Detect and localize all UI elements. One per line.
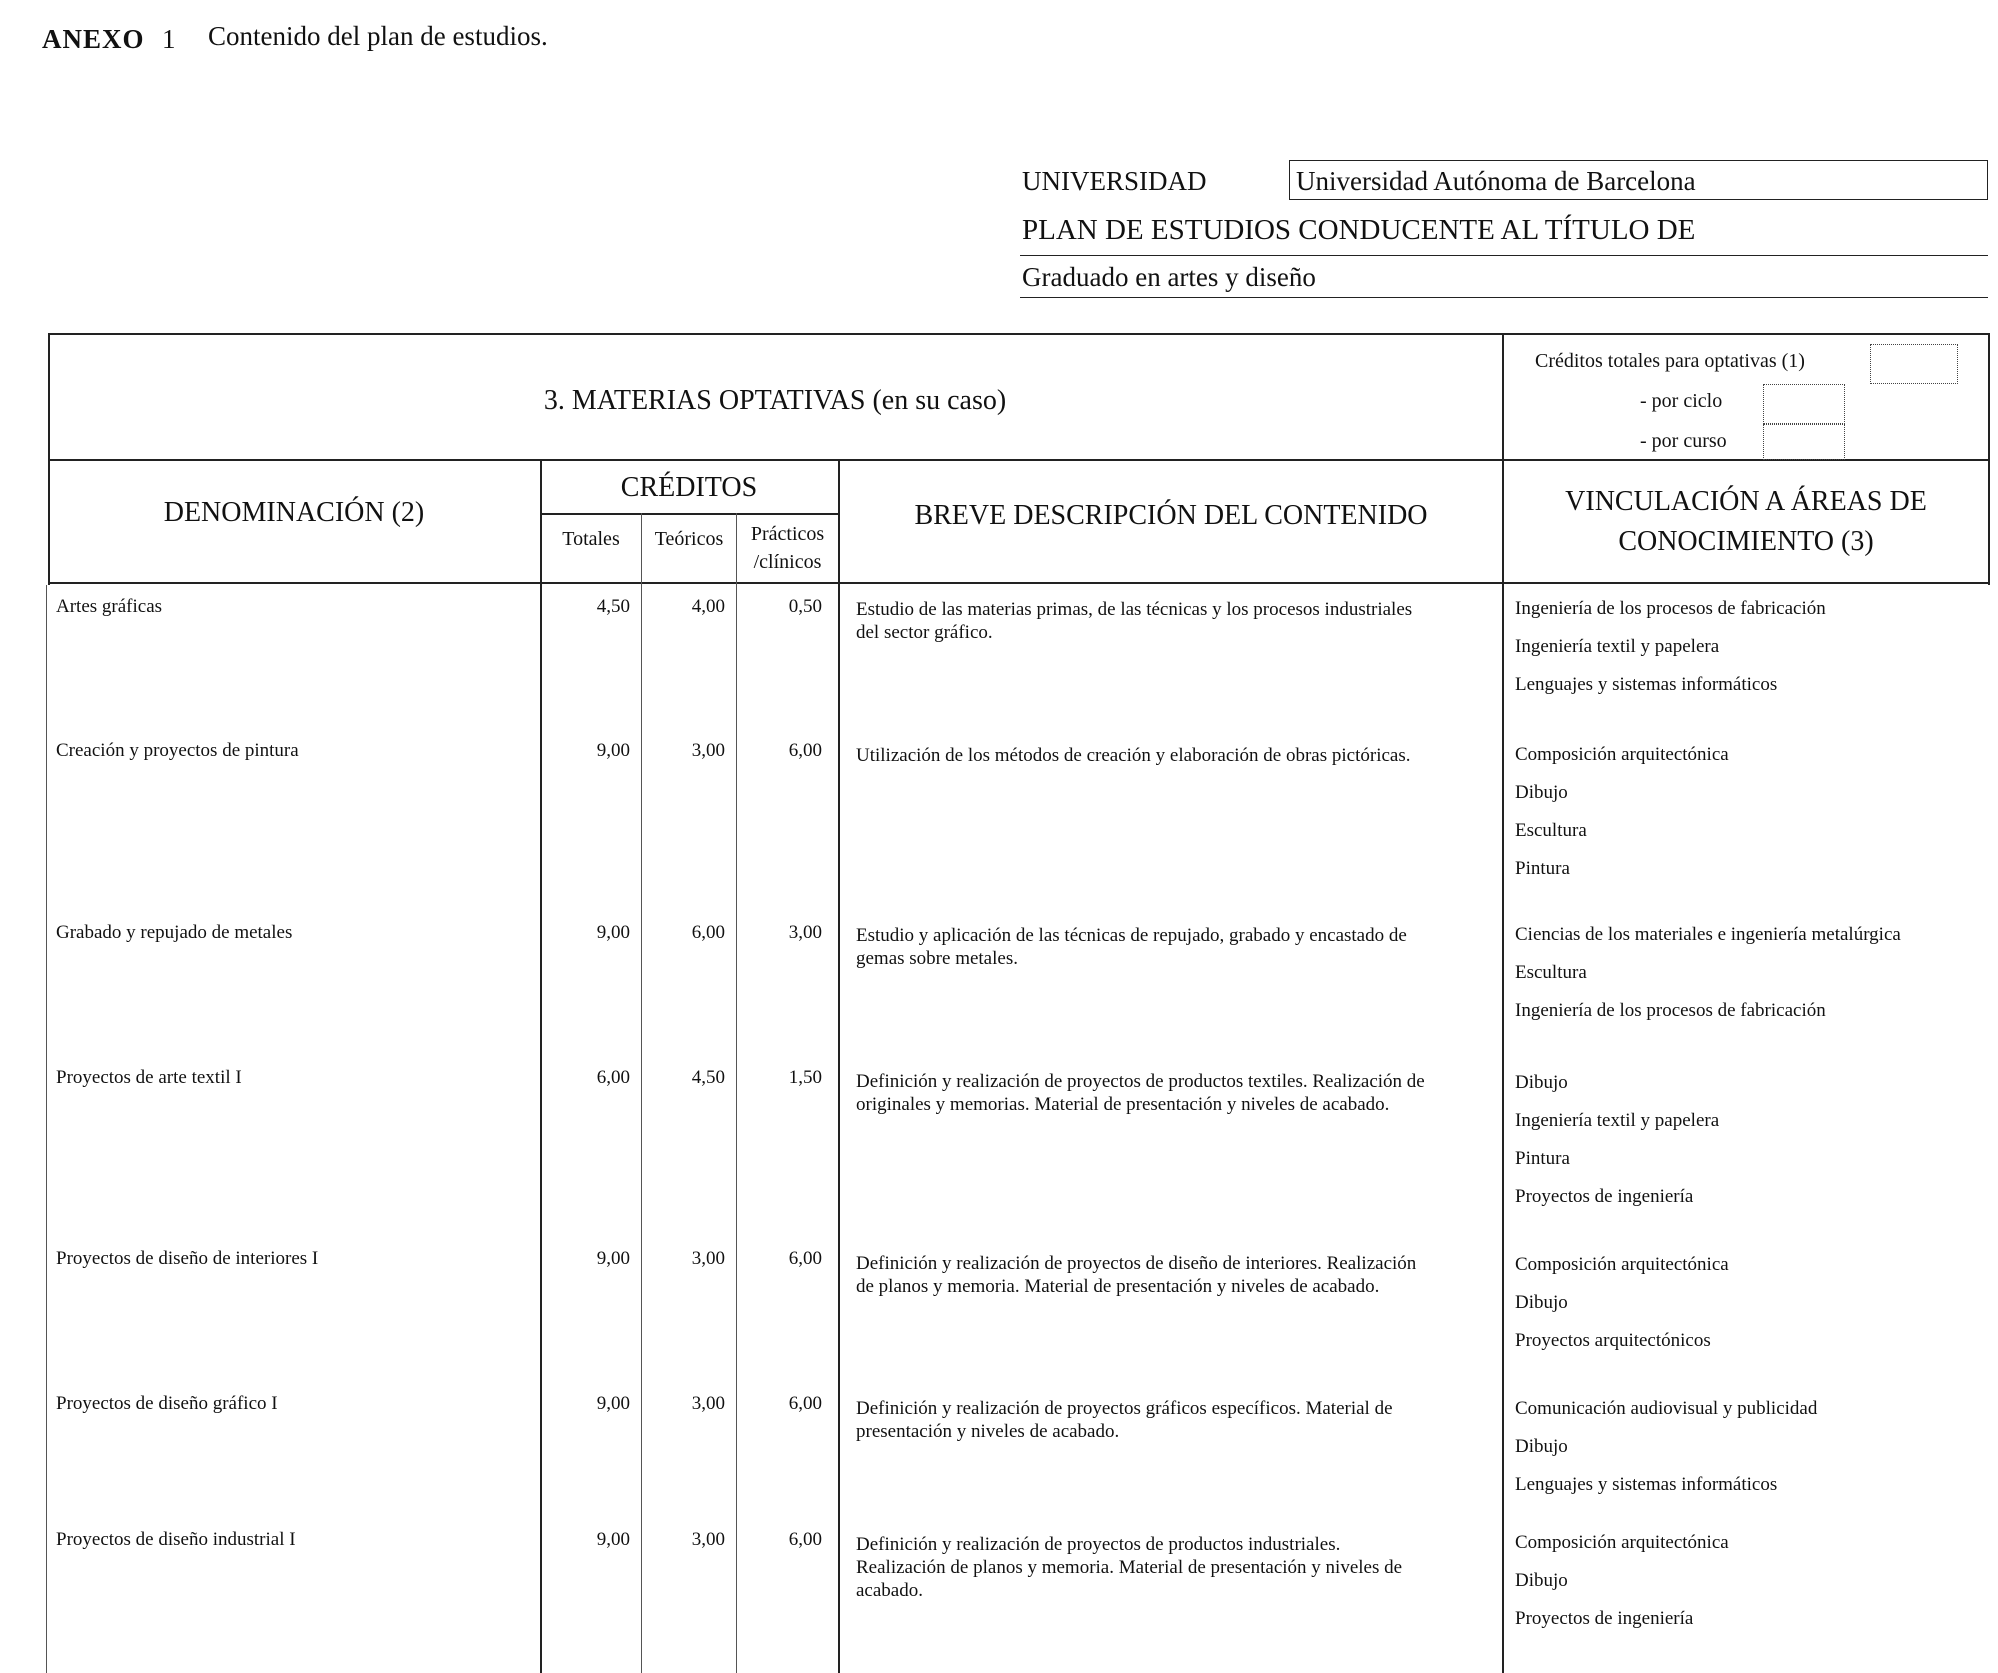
university-label: UNIVERSIDAD <box>1022 166 1207 196</box>
area-item: Composición arquitectónica <box>1515 1532 1729 1553</box>
row-areas <box>1515 1532 1985 1646</box>
area-item: Dibujo <box>1515 1436 1568 1457</box>
table-left-border-body <box>46 585 47 1673</box>
desc-line: originales y memorias. Material de presentación y niveles de acabado. <box>856 1094 1390 1115</box>
row-areas <box>1515 924 1985 1038</box>
desc-line: del sector gráfico. <box>856 622 993 643</box>
per-cycle-box[interactable] <box>1763 384 1845 424</box>
row-areas <box>1515 598 1985 712</box>
col-header-vinculacion-line2: CONOCIMIENTO (3) <box>1618 526 1874 557</box>
plan-label: PLAN DE ESTUDIOS CONDUCENTE AL TÍTULO DE <box>1022 214 1696 246</box>
row-areas <box>1515 1254 1985 1368</box>
row-teoricos: 3,00 <box>691 1393 725 1414</box>
annex-label: ANEXO <box>42 24 145 54</box>
col-sep-totales <box>641 513 642 1673</box>
desc-line: Definición y realización de proyectos gráficos específicos. Material de <box>856 1398 1393 1419</box>
per-course-box[interactable] <box>1763 424 1845 460</box>
row-description <box>856 924 1486 970</box>
row-practicos: 0,50 <box>788 596 822 617</box>
desc-line: Definición y realización de proyectos de diseño de interiores. Realización <box>856 1253 1417 1274</box>
row-totales: 9,00 <box>596 1248 630 1269</box>
row-teoricos: 3,00 <box>691 1529 725 1550</box>
row-description <box>856 744 1486 767</box>
desc-line: Definición y realización de proyectos de productos industriales. <box>856 1534 1341 1555</box>
area-item: Dibujo <box>1515 1570 1568 1591</box>
area-item: Escultura <box>1515 820 1587 841</box>
creditos-sub-border <box>540 513 839 515</box>
table-left-border <box>48 333 50 585</box>
area-item: Composición arquitectónica <box>1515 1254 1729 1275</box>
area-item: Proyectos de ingeniería <box>1515 1608 1694 1629</box>
row-areas <box>1515 1072 1985 1224</box>
col-sep-descripcion <box>838 459 840 1673</box>
row-denominacion: Proyectos de diseño de interiores I <box>56 1248 319 1269</box>
row-totales: 9,00 <box>596 740 630 761</box>
area-item: Lenguajes y sistemas informáticos <box>1515 674 1778 695</box>
row-denominacion: Artes gráficas <box>56 596 163 617</box>
area-item: Escultura <box>1515 962 1587 983</box>
area-item: Ingeniería textil y papelera <box>1515 1110 1720 1131</box>
desc-line: de planos y memoria. Material de presentación y niveles de acabado. <box>856 1276 1380 1297</box>
row-totales: 6,00 <box>596 1067 630 1088</box>
row-totales: 9,00 <box>596 922 630 943</box>
col-sep-teoricos <box>736 513 737 1673</box>
degree-name: Graduado en artes y diseño <box>1022 262 1316 292</box>
table-top-border <box>48 333 1990 335</box>
university-name: Universidad Autónoma de Barcelona <box>1296 166 1696 196</box>
col-header-vinculacion-line1: VINCULACIÓN A ÁREAS DE <box>1565 486 1927 517</box>
area-item: Pintura <box>1515 858 1570 879</box>
per-course-label: - por curso <box>1640 430 1727 452</box>
desc-line: gemas sobre metales. <box>856 948 1018 969</box>
row-practicos: 6,00 <box>788 1529 822 1550</box>
area-item: Dibujo <box>1515 1292 1568 1313</box>
desc-line: Estudio y aplicación de las técnicas de repujado, grabado y encastado de <box>856 925 1407 946</box>
row-teoricos: 6,00 <box>691 922 725 943</box>
row-areas <box>1515 744 1985 896</box>
area-item: Proyectos arquitectónicos <box>1515 1330 1711 1351</box>
row-denominacion: Creación y proyectos de pintura <box>56 740 299 761</box>
row-practicos: 6,00 <box>788 1248 822 1269</box>
row-totales: 4,50 <box>596 596 630 617</box>
col-header-practicos <box>737 520 838 576</box>
annex-title: Contenido del plan de estudios. <box>208 21 548 51</box>
desc-line: presentación y niveles de acabado. <box>856 1421 1120 1442</box>
area-item: Pintura <box>1515 1148 1570 1169</box>
row-description <box>856 598 1486 644</box>
col-header-denominacion: DENOMINACIÓN (2) <box>163 497 425 528</box>
section-title: 3. MATERIAS OPTATIVAS (en su caso) <box>543 385 1007 416</box>
area-item: Ingeniería de los procesos de fabricación <box>1515 1000 1826 1021</box>
desc-line: Estudio de las materias primas, de las técnicas y los procesos industriales <box>856 599 1413 620</box>
area-item: Ingeniería de los procesos de fabricación <box>1515 598 1826 619</box>
row-teoricos: 4,00 <box>691 596 725 617</box>
desc-line: Realización de planos y memoria. Material de presentación y niveles de <box>856 1557 1403 1578</box>
col-header-descripcion: BREVE DESCRIPCIÓN DEL CONTENIDO <box>914 500 1428 531</box>
row-denominacion: Grabado y repujado de metales <box>56 922 293 943</box>
row-practicos: 1,50 <box>788 1067 822 1088</box>
col-sep-denominacion <box>540 459 542 1673</box>
row-description <box>856 1533 1486 1602</box>
degree-underline <box>1020 297 1988 298</box>
area-item: Lenguajes y sistemas informáticos <box>1515 1474 1778 1495</box>
area-item: Comunicación audiovisual y publicidad <box>1515 1398 1818 1419</box>
credits-total-label: Créditos totales para optativas (1) <box>1535 350 1805 372</box>
row-description <box>856 1397 1486 1443</box>
row-teoricos: 3,00 <box>691 1248 725 1269</box>
plan-divider <box>1020 255 1988 256</box>
header-row-border <box>48 582 1990 584</box>
desc-line: Definición y realización de proyectos de productos textiles. Realización de <box>856 1071 1425 1092</box>
col-header-teoricos: Teóricos <box>654 528 724 550</box>
row-description <box>856 1070 1486 1116</box>
col-header-practicos-line2: /clínicos <box>753 551 822 573</box>
col-header-totales: Totales <box>562 528 620 550</box>
desc-line: acabado. <box>856 1580 923 1601</box>
credits-total-box[interactable] <box>1870 344 1958 384</box>
col-header-practicos-line1: Prácticos <box>750 523 825 545</box>
row-denominacion: Proyectos de diseño gráfico I <box>56 1393 278 1414</box>
row-teoricos: 3,00 <box>691 740 725 761</box>
row-areas <box>1515 1398 1985 1512</box>
annex-number: 1 <box>162 24 176 54</box>
row-practicos: 6,00 <box>788 740 822 761</box>
area-item: Dibujo <box>1515 1072 1568 1093</box>
row-teoricos: 4,50 <box>691 1067 725 1088</box>
row-totales: 9,00 <box>596 1393 630 1414</box>
row-totales: 9,00 <box>596 1529 630 1550</box>
row-practicos: 6,00 <box>788 1393 822 1414</box>
area-item: Composición arquitectónica <box>1515 744 1729 765</box>
col-header-vinculacion <box>1504 482 1988 562</box>
desc-line: Utilización de los métodos de creación y elaboración de obras pictóricas. <box>856 745 1411 766</box>
area-item: Ingeniería textil y papelera <box>1515 636 1720 657</box>
area-item: Dibujo <box>1515 782 1568 803</box>
col-header-creditos: CRÉDITOS <box>620 472 758 503</box>
row-description <box>856 1252 1486 1298</box>
section-row-border <box>48 459 1990 461</box>
area-item: Proyectos de ingeniería <box>1515 1186 1694 1207</box>
row-practicos: 3,00 <box>788 922 822 943</box>
area-item: Ciencias de los materiales e ingeniería metalúrgica <box>1515 924 1901 945</box>
per-cycle-label: - por ciclo <box>1640 390 1723 412</box>
table-right-border <box>1988 333 1990 585</box>
row-denominacion: Proyectos de arte textil I <box>56 1067 242 1088</box>
row-denominacion: Proyectos de diseño industrial I <box>56 1529 296 1550</box>
